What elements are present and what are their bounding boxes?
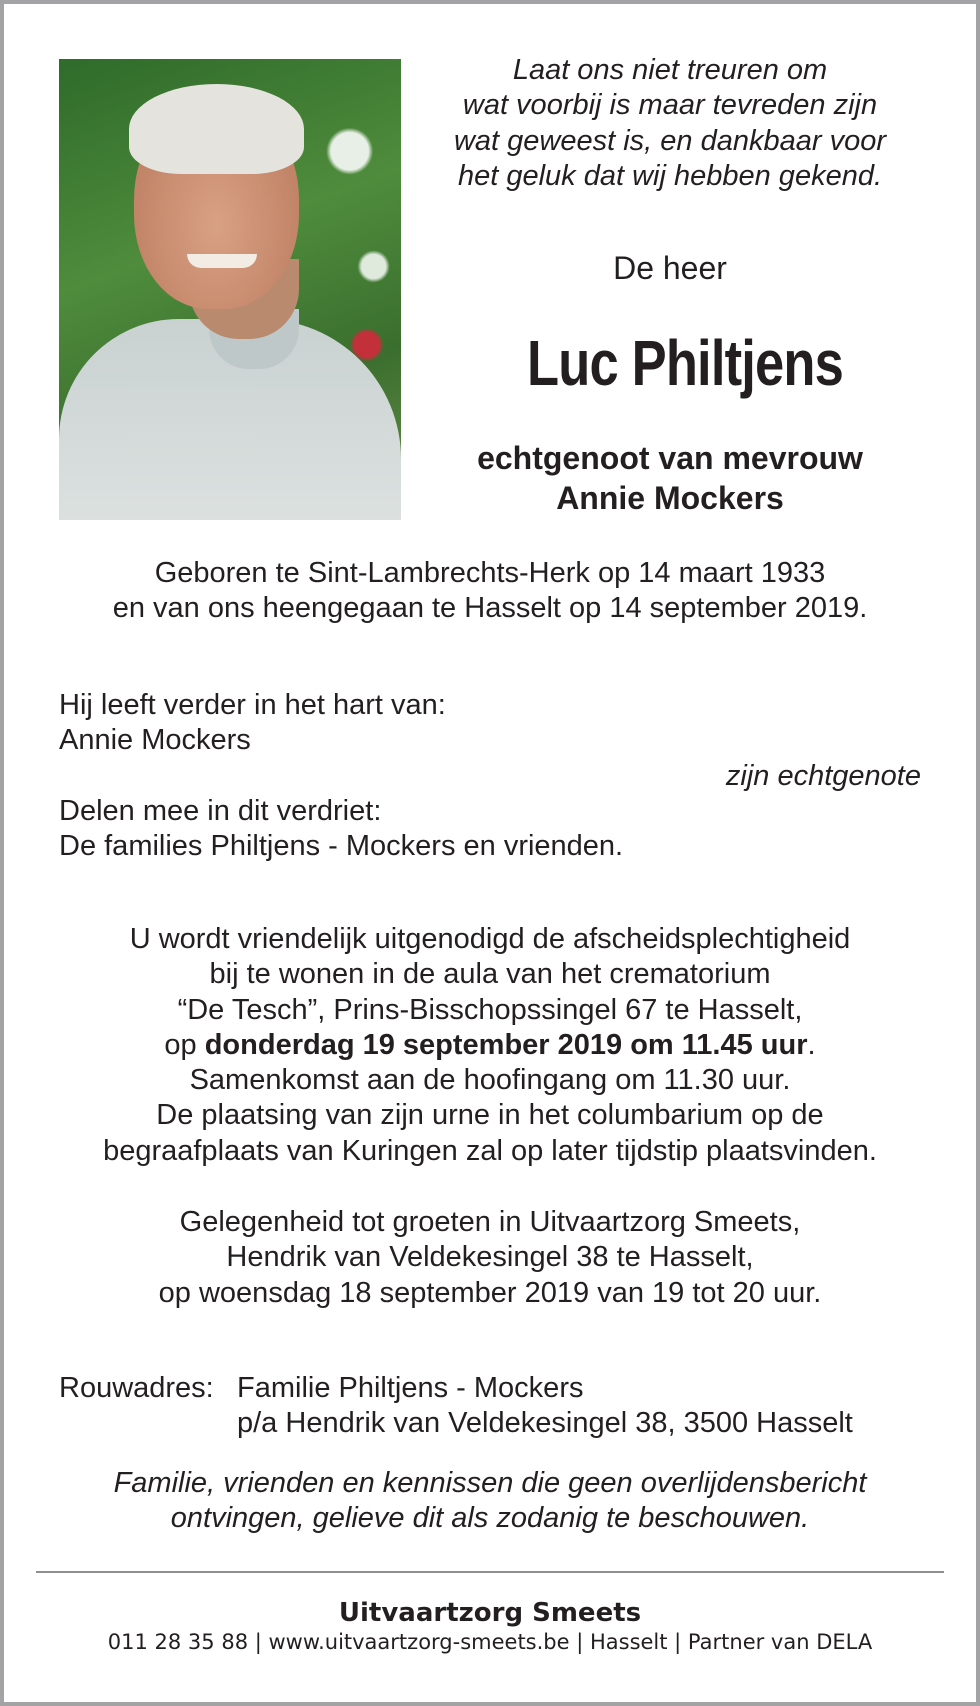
birth-line: Geboren te Sint-Lambrechts-Herk op 14 maart 1933 [154, 557, 826, 589]
mourning-address [59, 1371, 853, 1442]
quote [420, 53, 920, 194]
death-line: en van ons heengegaan te Hasselt op 14 september 2019. [112, 592, 868, 625]
ceremony-date: donderdag 19 september 2019 om 11.45 uur [204, 1028, 808, 1061]
spouse-line: echtgenoot van mevrouw [477, 440, 863, 476]
address-label: Rouwadres: [59, 1372, 214, 1404]
deceased-name: Luc Philtjens [527, 327, 843, 399]
ceremony-line: De plaatsing van zijn urne in het columbarium op de [156, 1099, 824, 1132]
address-line: Familie Philtjens - Mockers [237, 1372, 584, 1404]
survivor-role: zijn echtgenote [725, 759, 921, 792]
visitation [0, 1205, 980, 1311]
spouse-block [420, 438, 920, 518]
ceremony-line: bij te wonen in de aula van het crematorium [209, 958, 771, 991]
visitation-line: Gelegenheid tot groeten in Uitvaartzorg Smeets, [179, 1206, 801, 1238]
text: . [807, 1028, 816, 1061]
ceremony-line: begraafplaats van Kuringen zal op later tijdstip plaatsvinden. [103, 1134, 877, 1167]
portrait-photo [59, 59, 401, 520]
ceremony-line: Samenkomst aan de hoofingang om 11.30 uur. [189, 1064, 791, 1097]
ceremony [0, 922, 980, 1169]
quote-line: het geluk dat wij hebben gekend. [457, 159, 883, 192]
divider [36, 1571, 944, 1573]
survivor-spouse: Annie Mockers [59, 724, 251, 757]
ceremony-date-line [0, 1028, 980, 1063]
survivors-intro: Hij leeft verder in het hart van: [59, 689, 446, 721]
survivors [59, 688, 921, 864]
spouse-name: Annie Mockers [556, 480, 784, 516]
quote-line: wat voorbij is maar tevreden zijn [462, 89, 878, 122]
quote-line: wat geweest is, en dankbaar voor [453, 124, 887, 157]
footer-contact: 011 28 35 88 | www.uitvaartzorg-smeets.be | Hasselt | Partner van DELA [107, 1630, 873, 1654]
title-prefix: De heer [613, 250, 727, 286]
visitation-line: Hendrik van Veldekesingel 38 te Hasselt, [226, 1241, 754, 1274]
footer-company: Uitvaartzorg Smeets [338, 1598, 642, 1628]
ceremony-line: U wordt vriendelijk uitgenodigd de afscheidsplechtigheid [129, 923, 851, 955]
share-intro: Delen mee in dit verdriet: [59, 794, 382, 827]
quote-line: Laat ons niet treuren om [512, 54, 828, 86]
families: De families Philtjens - Mockers en vrienden. [59, 830, 624, 863]
address-line: p/a Hendrik van Veldekesingel 38, 3500 Hasselt [237, 1407, 853, 1440]
text: op [164, 1028, 205, 1061]
birth-death [0, 556, 980, 627]
ceremony-line: “De Tesch”, Prins-Bisschopssingel 67 te Hasselt, [177, 993, 803, 1026]
closing-line: ontvingen, gelieve dit als zodanig te beschouwen. [170, 1502, 810, 1535]
closing-note [0, 1466, 980, 1537]
visitation-line: op woensdag 18 september 2019 van 19 tot 20 uur. [158, 1276, 822, 1309]
closing-line: Familie, vrienden en kennissen die geen overlijdensbericht [113, 1467, 867, 1499]
